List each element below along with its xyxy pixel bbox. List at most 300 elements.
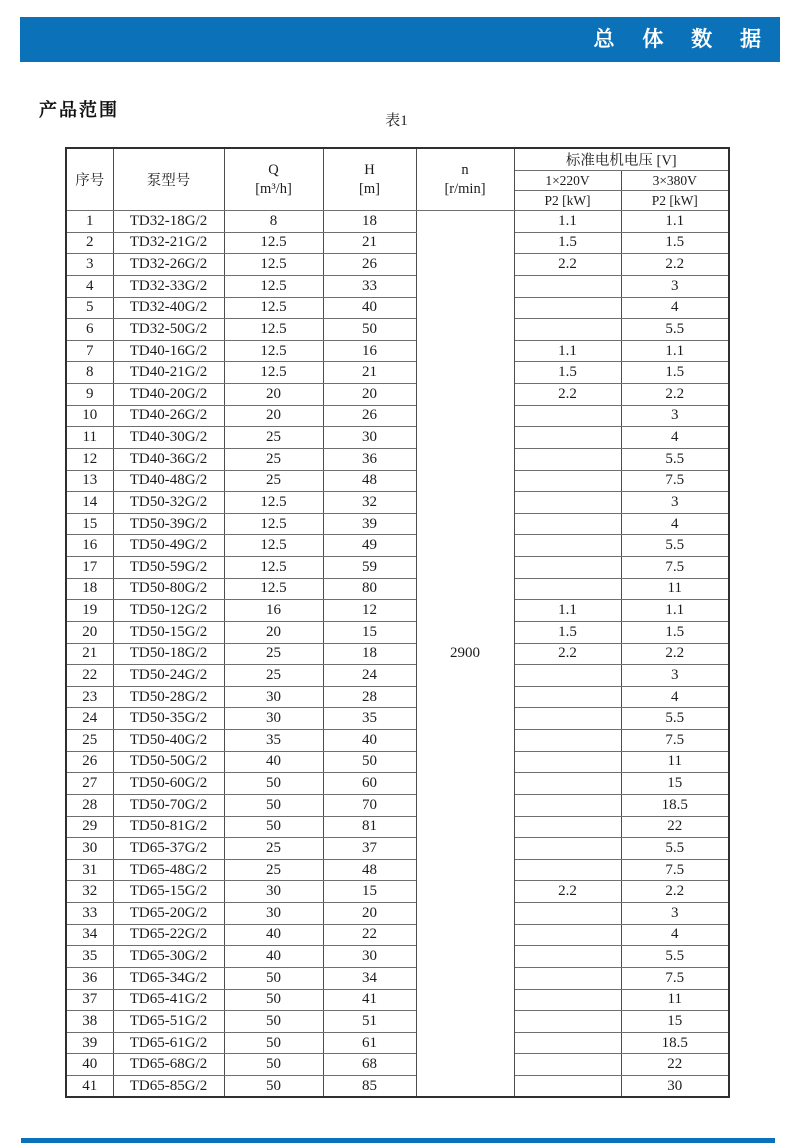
cell-model: TD32-33G/2 <box>113 275 224 297</box>
cell-h: 36 <box>323 448 416 470</box>
table-row <box>66 686 729 708</box>
table-row <box>66 211 729 233</box>
cell-no: 13 <box>66 470 113 492</box>
cell-p2-220: 1.1 <box>514 600 621 622</box>
cell-h: 70 <box>323 794 416 816</box>
cell-q: 40 <box>224 751 323 773</box>
cell-h: 40 <box>323 730 416 752</box>
cell-p2-380: 5.5 <box>621 448 729 470</box>
cell-model: TD50-28G/2 <box>113 686 224 708</box>
col-header-n <box>416 148 514 211</box>
cell-q: 12.5 <box>224 319 323 341</box>
cell-q: 50 <box>224 816 323 838</box>
cell-p2-380: 18.5 <box>621 794 729 816</box>
table-row <box>66 773 729 795</box>
cell-model: TD50-81G/2 <box>113 816 224 838</box>
cell-p2-380: 15 <box>621 773 729 795</box>
cell-h: 50 <box>323 751 416 773</box>
cell-q: 30 <box>224 881 323 903</box>
cell-q: 25 <box>224 859 323 881</box>
cell-no: 27 <box>66 773 113 795</box>
cell-no: 31 <box>66 859 113 881</box>
table-row <box>66 297 729 319</box>
table-row <box>66 1011 729 1033</box>
cell-no: 12 <box>66 448 113 470</box>
table-caption: 表1 <box>385 113 408 129</box>
col-header-model: 泵型号 <box>113 148 224 211</box>
cell-model: TD40-36G/2 <box>113 448 224 470</box>
cell-q: 50 <box>224 989 323 1011</box>
cell-p2-220 <box>514 470 621 492</box>
cell-no: 14 <box>66 492 113 514</box>
cell-model: TD50-59G/2 <box>113 557 224 579</box>
cell-p2-380: 5.5 <box>621 708 729 730</box>
cell-no: 10 <box>66 405 113 427</box>
cell-model: TD50-32G/2 <box>113 492 224 514</box>
table-row <box>66 600 729 622</box>
cell-p2-220 <box>514 1054 621 1076</box>
table-row <box>66 1054 729 1076</box>
col-header-q-symbol: Q <box>268 161 279 178</box>
product-range-table <box>65 147 730 1098</box>
cell-h: 16 <box>323 340 416 362</box>
table-row <box>66 362 729 384</box>
table-row <box>66 535 729 557</box>
cell-q: 12.5 <box>224 557 323 579</box>
cell-q: 50 <box>224 967 323 989</box>
cell-p2-380: 11 <box>621 989 729 1011</box>
cell-p2-220: 1.1 <box>514 340 621 362</box>
cell-p2-380: 4 <box>621 513 729 535</box>
cell-h: 48 <box>323 859 416 881</box>
cell-model: TD40-21G/2 <box>113 362 224 384</box>
cell-p2-380: 3 <box>621 665 729 687</box>
cell-p2-220: 1.1 <box>514 211 621 233</box>
cell-p2-380: 5.5 <box>621 946 729 968</box>
cell-q: 50 <box>224 794 323 816</box>
cell-no: 41 <box>66 1076 113 1098</box>
cell-q: 12.5 <box>224 297 323 319</box>
cell-h: 34 <box>323 967 416 989</box>
cell-no: 9 <box>66 384 113 406</box>
cell-model: TD40-16G/2 <box>113 340 224 362</box>
cell-p2-220 <box>514 816 621 838</box>
table-row <box>66 1076 729 1098</box>
table-row <box>66 859 729 881</box>
col-header-n-symbol: n <box>461 161 469 178</box>
cell-p2-220 <box>514 1011 621 1033</box>
cell-p2-220 <box>514 1076 621 1098</box>
cell-q: 50 <box>224 773 323 795</box>
cell-h: 49 <box>323 535 416 557</box>
cell-p2-220: 2.2 <box>514 881 621 903</box>
cell-p2-380: 11 <box>621 751 729 773</box>
cell-no: 3 <box>66 254 113 276</box>
cell-p2-380: 3 <box>621 903 729 925</box>
cell-h: 22 <box>323 924 416 946</box>
cell-p2-220 <box>514 751 621 773</box>
cell-p2-380: 3 <box>621 275 729 297</box>
cell-h: 37 <box>323 838 416 860</box>
cell-q: 12.5 <box>224 232 323 254</box>
table-row <box>66 319 729 341</box>
col-header-p2-380: P2 [kW] <box>621 191 729 211</box>
table-row <box>66 513 729 535</box>
cell-model: TD32-21G/2 <box>113 232 224 254</box>
cell-h: 24 <box>323 665 416 687</box>
cell-no: 30 <box>66 838 113 860</box>
cell-h: 33 <box>323 275 416 297</box>
cell-no: 16 <box>66 535 113 557</box>
cell-model: TD40-26G/2 <box>113 405 224 427</box>
table-row <box>66 730 729 752</box>
col-header-380v: 3×380V <box>621 171 729 191</box>
cell-p2-220 <box>514 989 621 1011</box>
cell-p2-380: 7.5 <box>621 967 729 989</box>
cell-q: 30 <box>224 903 323 925</box>
cell-no: 34 <box>66 924 113 946</box>
col-header-h-symbol: H <box>364 161 375 178</box>
footer-rule <box>21 1138 775 1143</box>
table-row <box>66 665 729 687</box>
cell-p2-380: 2.2 <box>621 881 729 903</box>
col-header-no: 序号 <box>66 148 113 211</box>
cell-n-speed: 2900 <box>416 211 514 1098</box>
cell-no: 37 <box>66 989 113 1011</box>
col-header-h <box>323 148 416 211</box>
cell-p2-380: 4 <box>621 924 729 946</box>
cell-no: 24 <box>66 708 113 730</box>
section-title: 产品范围 <box>39 100 119 120</box>
table-row <box>66 340 729 362</box>
cell-h: 15 <box>323 881 416 903</box>
cell-p2-380: 4 <box>621 427 729 449</box>
col-header-h-unit: [m] <box>359 180 380 197</box>
table-row <box>66 816 729 838</box>
cell-p2-380: 1.5 <box>621 232 729 254</box>
cell-model: TD50-15G/2 <box>113 621 224 643</box>
table-row <box>66 794 729 816</box>
cell-q: 12.5 <box>224 535 323 557</box>
cell-p2-380: 1.1 <box>621 340 729 362</box>
cell-h: 68 <box>323 1054 416 1076</box>
cell-p2-380: 22 <box>621 1054 729 1076</box>
col-header-q-unit: [m³/h] <box>255 180 292 197</box>
cell-h: 59 <box>323 557 416 579</box>
cell-h: 20 <box>323 384 416 406</box>
cell-q: 50 <box>224 1054 323 1076</box>
cell-model: TD50-12G/2 <box>113 600 224 622</box>
table-row <box>66 989 729 1011</box>
cell-q: 40 <box>224 946 323 968</box>
cell-p2-220 <box>514 578 621 600</box>
cell-p2-220: 2.2 <box>514 384 621 406</box>
cell-no: 22 <box>66 665 113 687</box>
cell-p2-380: 2.2 <box>621 384 729 406</box>
cell-model: TD50-60G/2 <box>113 773 224 795</box>
cell-model: TD50-18G/2 <box>113 643 224 665</box>
cell-p2-380: 18.5 <box>621 1032 729 1054</box>
cell-model: TD50-49G/2 <box>113 535 224 557</box>
cell-h: 12 <box>323 600 416 622</box>
cell-p2-380: 1.1 <box>621 211 729 233</box>
cell-model: TD40-30G/2 <box>113 427 224 449</box>
cell-q: 12.5 <box>224 254 323 276</box>
cell-p2-220 <box>514 794 621 816</box>
cell-p2-220: 2.2 <box>514 254 621 276</box>
cell-p2-380: 15 <box>621 1011 729 1033</box>
cell-model: TD32-40G/2 <box>113 297 224 319</box>
cell-q: 25 <box>224 470 323 492</box>
cell-q: 50 <box>224 1076 323 1098</box>
cell-h: 21 <box>323 232 416 254</box>
cell-h: 61 <box>323 1032 416 1054</box>
cell-model: TD32-18G/2 <box>113 211 224 233</box>
cell-no: 18 <box>66 578 113 600</box>
cell-p2-380: 7.5 <box>621 470 729 492</box>
cell-no: 1 <box>66 211 113 233</box>
header-bar <box>20 17 780 62</box>
cell-q: 20 <box>224 384 323 406</box>
cell-no: 28 <box>66 794 113 816</box>
cell-no: 39 <box>66 1032 113 1054</box>
cell-h: 18 <box>323 211 416 233</box>
cell-q: 35 <box>224 730 323 752</box>
cell-q: 12.5 <box>224 578 323 600</box>
cell-h: 60 <box>323 773 416 795</box>
cell-model: TD50-70G/2 <box>113 794 224 816</box>
cell-h: 50 <box>323 319 416 341</box>
cell-p2-380: 3 <box>621 492 729 514</box>
cell-h: 81 <box>323 816 416 838</box>
cell-h: 21 <box>323 362 416 384</box>
cell-p2-380: 3 <box>621 405 729 427</box>
cell-p2-220 <box>514 967 621 989</box>
cell-q: 8 <box>224 211 323 233</box>
cell-p2-380: 11 <box>621 578 729 600</box>
table-row <box>66 751 729 773</box>
col-header-n-unit: [r/min] <box>444 180 486 197</box>
cell-p2-220 <box>514 773 621 795</box>
cell-p2-220 <box>514 686 621 708</box>
col-header-p2-220: P2 [kW] <box>514 191 621 211</box>
cell-q: 40 <box>224 924 323 946</box>
table-row <box>66 578 729 600</box>
cell-no: 26 <box>66 751 113 773</box>
table-row <box>66 643 729 665</box>
cell-no: 33 <box>66 903 113 925</box>
cell-q: 50 <box>224 1032 323 1054</box>
cell-q: 12.5 <box>224 362 323 384</box>
cell-h: 48 <box>323 470 416 492</box>
cell-no: 40 <box>66 1054 113 1076</box>
col-header-q <box>224 148 323 211</box>
cell-p2-380: 4 <box>621 686 729 708</box>
cell-q: 25 <box>224 427 323 449</box>
cell-p2-220: 1.5 <box>514 621 621 643</box>
table-row <box>66 405 729 427</box>
cell-model: TD50-35G/2 <box>113 708 224 730</box>
table-row <box>66 621 729 643</box>
cell-p2-220 <box>514 275 621 297</box>
cell-no: 20 <box>66 621 113 643</box>
table-row <box>66 275 729 297</box>
table-row <box>66 924 729 946</box>
cell-p2-380: 7.5 <box>621 859 729 881</box>
col-header-voltage-group: 标准电机电压 [V] <box>514 148 729 171</box>
cell-model: TD65-15G/2 <box>113 881 224 903</box>
cell-model: TD50-40G/2 <box>113 730 224 752</box>
cell-model: TD32-26G/2 <box>113 254 224 276</box>
cell-model: TD65-51G/2 <box>113 1011 224 1033</box>
cell-p2-220 <box>514 319 621 341</box>
cell-p2-220 <box>514 405 621 427</box>
cell-p2-220 <box>514 859 621 881</box>
cell-q: 12.5 <box>224 275 323 297</box>
cell-model: TD65-61G/2 <box>113 1032 224 1054</box>
table-body <box>66 211 729 1098</box>
cell-p2-220 <box>514 513 621 535</box>
cell-p2-380: 1.5 <box>621 362 729 384</box>
cell-no: 35 <box>66 946 113 968</box>
cell-model: TD65-37G/2 <box>113 838 224 860</box>
cell-no: 29 <box>66 816 113 838</box>
cell-p2-220 <box>514 448 621 470</box>
table-row <box>66 881 729 903</box>
table-row <box>66 903 729 925</box>
cell-model: TD65-34G/2 <box>113 967 224 989</box>
cell-no: 6 <box>66 319 113 341</box>
cell-no: 23 <box>66 686 113 708</box>
cell-no: 38 <box>66 1011 113 1033</box>
cell-no: 8 <box>66 362 113 384</box>
table-row <box>66 838 729 860</box>
cell-p2-220 <box>514 535 621 557</box>
cell-model: TD65-30G/2 <box>113 946 224 968</box>
cell-q: 16 <box>224 600 323 622</box>
cell-model: TD65-48G/2 <box>113 859 224 881</box>
cell-h: 26 <box>323 405 416 427</box>
cell-p2-220: 1.5 <box>514 362 621 384</box>
cell-no: 2 <box>66 232 113 254</box>
cell-p2-220 <box>514 903 621 925</box>
cell-q: 12.5 <box>224 513 323 535</box>
cell-p2-220 <box>514 297 621 319</box>
table-row <box>66 492 729 514</box>
cell-model: TD65-22G/2 <box>113 924 224 946</box>
table-header <box>66 148 729 211</box>
cell-p2-380: 4 <box>621 297 729 319</box>
cell-no: 15 <box>66 513 113 535</box>
cell-model: TD50-39G/2 <box>113 513 224 535</box>
table-row <box>66 1032 729 1054</box>
cell-p2-380: 1.1 <box>621 600 729 622</box>
cell-model: TD50-50G/2 <box>113 751 224 773</box>
cell-no: 7 <box>66 340 113 362</box>
cell-p2-220 <box>514 924 621 946</box>
table-row <box>66 557 729 579</box>
cell-q: 25 <box>224 665 323 687</box>
cell-p2-220 <box>514 427 621 449</box>
cell-p2-220 <box>514 1032 621 1054</box>
cell-h: 20 <box>323 903 416 925</box>
cell-h: 32 <box>323 492 416 514</box>
cell-p2-380: 22 <box>621 816 729 838</box>
cell-h: 41 <box>323 989 416 1011</box>
table-row <box>66 254 729 276</box>
cell-p2-380: 1.5 <box>621 621 729 643</box>
cell-p2-380: 5.5 <box>621 319 729 341</box>
table-row <box>66 470 729 492</box>
cell-h: 51 <box>323 1011 416 1033</box>
cell-p2-220 <box>514 665 621 687</box>
cell-p2-380: 7.5 <box>621 730 729 752</box>
cell-q: 25 <box>224 838 323 860</box>
cell-h: 30 <box>323 946 416 968</box>
cell-no: 19 <box>66 600 113 622</box>
cell-p2-220: 1.5 <box>514 232 621 254</box>
cell-no: 17 <box>66 557 113 579</box>
cell-p2-380: 2.2 <box>621 643 729 665</box>
cell-q: 12.5 <box>224 340 323 362</box>
cell-no: 36 <box>66 967 113 989</box>
cell-p2-220 <box>514 730 621 752</box>
table-row <box>66 384 729 406</box>
table-row <box>66 232 729 254</box>
table-row <box>66 448 729 470</box>
cell-q: 20 <box>224 405 323 427</box>
cell-model: TD65-85G/2 <box>113 1076 224 1098</box>
cell-model: TD65-20G/2 <box>113 903 224 925</box>
cell-no: 4 <box>66 275 113 297</box>
cell-h: 85 <box>323 1076 416 1098</box>
cell-p2-380: 5.5 <box>621 838 729 860</box>
cell-p2-380: 5.5 <box>621 535 729 557</box>
cell-q: 25 <box>224 643 323 665</box>
cell-p2-380: 30 <box>621 1076 729 1098</box>
cell-model: TD50-80G/2 <box>113 578 224 600</box>
cell-model: TD50-24G/2 <box>113 665 224 687</box>
cell-model: TD65-68G/2 <box>113 1054 224 1076</box>
cell-h: 35 <box>323 708 416 730</box>
cell-h: 26 <box>323 254 416 276</box>
cell-no: 21 <box>66 643 113 665</box>
cell-h: 30 <box>323 427 416 449</box>
cell-p2-220 <box>514 557 621 579</box>
col-header-220v: 1×220V <box>514 171 621 191</box>
cell-no: 11 <box>66 427 113 449</box>
cell-h: 15 <box>323 621 416 643</box>
cell-p2-220 <box>514 492 621 514</box>
table-row <box>66 967 729 989</box>
page-title: 总 体 数 据 <box>593 28 772 51</box>
cell-model: TD65-41G/2 <box>113 989 224 1011</box>
cell-p2-220: 2.2 <box>514 643 621 665</box>
cell-h: 39 <box>323 513 416 535</box>
cell-q: 25 <box>224 448 323 470</box>
cell-no: 5 <box>66 297 113 319</box>
cell-p2-220 <box>514 838 621 860</box>
cell-no: 32 <box>66 881 113 903</box>
cell-model: TD40-48G/2 <box>113 470 224 492</box>
table-row <box>66 946 729 968</box>
table-row <box>66 427 729 449</box>
cell-p2-220 <box>514 708 621 730</box>
cell-p2-380: 7.5 <box>621 557 729 579</box>
cell-q: 12.5 <box>224 492 323 514</box>
cell-model: TD32-50G/2 <box>113 319 224 341</box>
cell-p2-220 <box>514 946 621 968</box>
